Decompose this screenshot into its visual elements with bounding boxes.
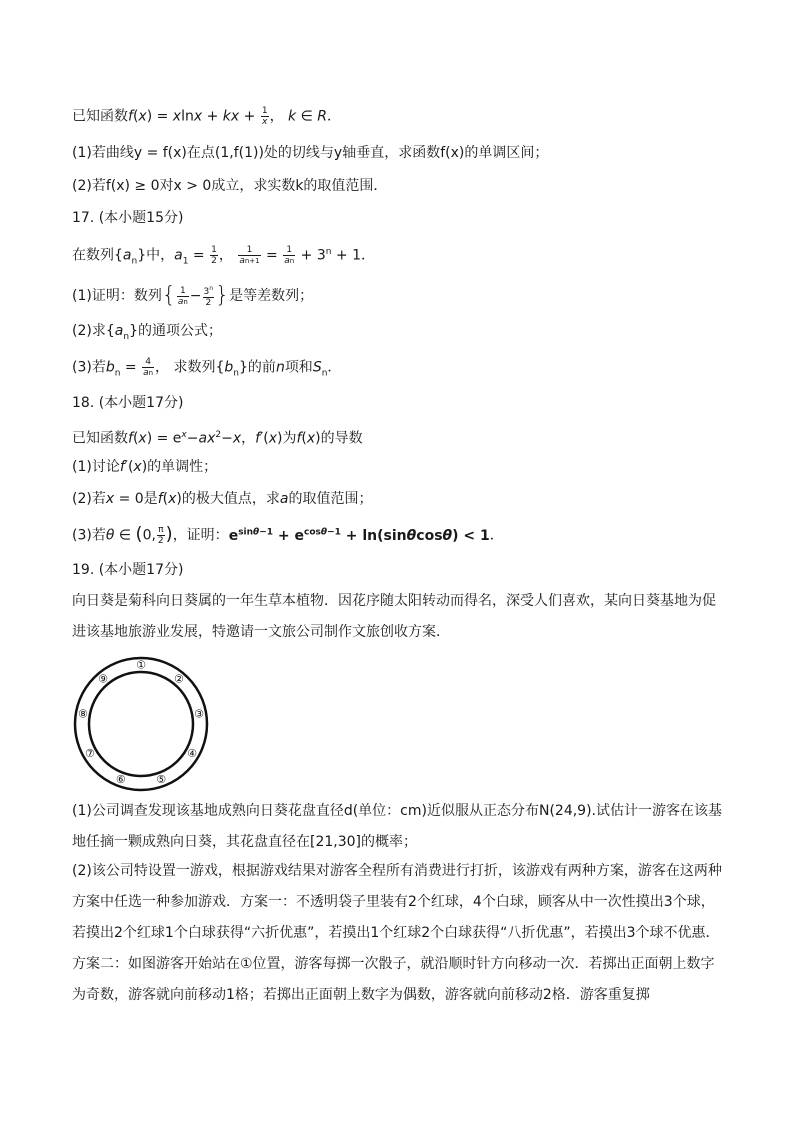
ring-position-label: ③	[194, 707, 205, 721]
ring-position-label: ①	[136, 658, 146, 672]
p19-q2: (2)该公司特设置一游戏，根据游戏结果对游客全程所有消费进行打折，该游戏有两种方案，游客在这两种方案中任选一种参加游戏．方案一：不透明袋子里装有2个红球，4个白球，顾客从中一次性摸出3个球，若摸出2个红球1个白球获得“六折优惠”，若摸出1个红球2个白球获得“八折优惠”，若摸出3个球不优惠．方案二：如图游客开始站在①位置，游客每掷一次骰子，就沿顺时针方向移动一次．若掷出正面朝上数字为奇数，游客就向前移动1格；若掷出正面朝上数字为偶数，游客就向前移动2格．游客重复掷	[72, 863, 722, 1003]
p16-stem: 已知函数f(x) = xlnx + kx + $\frac{1}{x}$ ， k ∈ R．	[72, 106, 341, 127]
ring-position-label: ⑦	[84, 747, 95, 760]
p17-q2: (2)求$\{a_n\}$的通项公式；	[72, 323, 222, 342]
p19-header: 19. (本小题17分)	[72, 562, 184, 578]
ring-position-label: ⑨	[98, 672, 109, 686]
p18-q2: (2)若x = 0是f(x)的极大值点，求a的取值范围；	[72, 491, 373, 507]
p18-q1: (1)讨论f′(x)的单调性；	[72, 459, 218, 475]
p17-header: 17. (本小题15分)	[72, 210, 184, 226]
ring-position-label: ⑥	[115, 772, 126, 786]
ring-board-diagram	[72, 655, 210, 793]
p16-q2: (2)若f(x) ≥ 0对x > 0成立，求实数k的取值范围．	[72, 178, 388, 194]
p18-stem: 已知函数$f(x) = e^x-ax^2-x$，f′(x)为f(x)的导数	[72, 430, 363, 447]
p17-q3: (3)若$b_n$ = $\frac{4}{an}$ ， 求数列$\{b_n\}$的前n项和$S_n$．	[72, 357, 342, 379]
outer-ring	[75, 658, 207, 790]
ring-position-label: ⑧	[77, 707, 88, 721]
p19-q1: (1)公司调查发现该基地成熟向日葵花盘直径d(单位：cm)近似服从正态分布N(24,9).试估计一游客在该基地任摘一颗成熟向日葵，其花盘直径在[21,30]的概率；	[72, 803, 722, 850]
inner-ring	[89, 672, 193, 776]
p17-stem: 在数列$\{a_n\}$中，$a_1$ = $\frac{1}{2}$ ， $\frac{1}{an+1}$ = $\frac{1}{an}$ + $3^n + 1$．	[72, 245, 375, 267]
ring-position-label: ⑤	[156, 772, 167, 786]
ring-position-label: ②	[173, 672, 184, 686]
p17-q1: (1)证明：数列{ $\frac{1}{an}$ − $\frac{3^n}{2}$ }是等差数列；	[72, 283, 314, 308]
p18-header: 18. (本小题17分)	[72, 395, 184, 411]
p16-q1: (1)若曲线y = f(x)在点(1,f(1))处的切线与y轴垂直，求函数f(x)的单调区间；	[72, 145, 549, 161]
p19-intro: 向日葵是菊科向日葵属的一年生草本植物．因花序随太阳转动而得名，深受人们喜欢，某向日葵基地为促进该基地旅游业发展，特邀请一文旅公司制作文旅创收方案．	[72, 593, 716, 640]
p18-q3: (3)若θ ∈ (0, $\frac{\pi}{2}$ )，证明：$e^{sin\theta-1} + e^{cos\theta-1} + \ln(\sin\theta\cos\theta) < 1$．	[72, 523, 504, 547]
ring-position-label: ④	[187, 747, 198, 760]
